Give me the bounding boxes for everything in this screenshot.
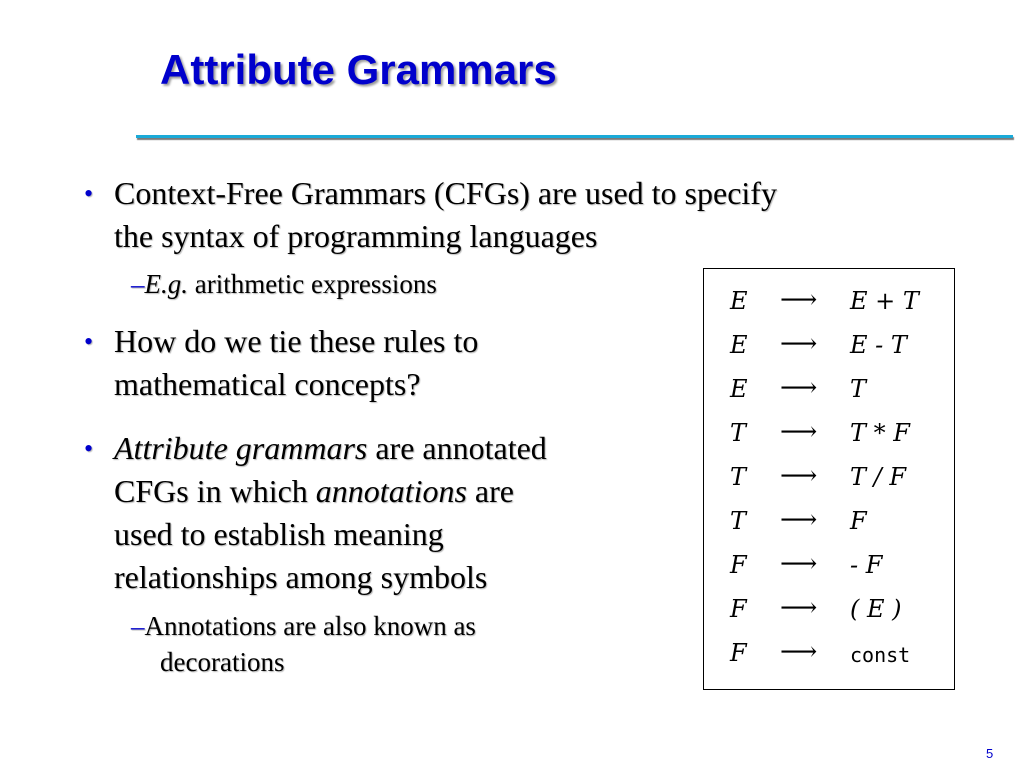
rule-rhs: F	[850, 507, 867, 535]
bullet-text-line: Context-Free Grammars (CFGs) are used to specify	[114, 175, 777, 211]
bullet-text: are annotated	[367, 430, 547, 466]
rule-lhs: T	[730, 507, 747, 535]
arrow-icon: ⟶	[780, 285, 818, 315]
rule-rhs: T * F	[850, 419, 910, 447]
bullet-text: are	[466, 473, 514, 509]
arrow-icon: ⟶	[780, 461, 818, 491]
sub-marker: –	[131, 611, 145, 641]
bullet-text-line: How do we tie these rules to	[114, 323, 479, 359]
arrow-icon: ⟶	[780, 417, 818, 447]
subbullet-decorations	[131, 608, 476, 680]
rule-lhs: T	[730, 463, 747, 491]
rule-lhs: E	[730, 375, 748, 403]
arrow-icon: ⟶	[780, 329, 818, 359]
grammar-rule	[704, 595, 956, 635]
grammar-rule	[704, 639, 956, 679]
grammar-rule	[704, 551, 956, 591]
sub-text: Annotations are also known as	[144, 611, 476, 641]
bullet-marker: •	[84, 327, 94, 356]
arrow-icon: ⟶	[780, 549, 818, 579]
rule-rhs: ( E )	[850, 595, 902, 623]
arrow-icon: ⟶	[780, 637, 818, 667]
rule-rhs: const	[850, 643, 911, 667]
sub-marker: –	[131, 269, 145, 299]
grammar-rule	[704, 375, 956, 415]
grammar-rule	[704, 507, 956, 547]
rule-lhs: F	[730, 639, 747, 667]
bullet-marker: •	[84, 179, 94, 208]
grammar-rule	[704, 287, 956, 327]
grammar-rule	[704, 419, 956, 459]
bullet-italic: Attribute grammars	[114, 430, 368, 466]
rule-lhs: E	[730, 331, 748, 359]
arrow-icon: ⟶	[780, 505, 818, 535]
grammar-rule	[704, 331, 956, 371]
rule-lhs: T	[730, 419, 747, 447]
bullet-text-line: mathematical concepts?	[114, 366, 421, 402]
rule-rhs: E - T	[850, 331, 907, 359]
bullet-text-line: used to establish meaning	[114, 516, 444, 552]
bullet-text-line: the syntax of programming languages	[114, 218, 598, 254]
sub-italic: E.g.	[144, 269, 188, 299]
rule-lhs: F	[730, 551, 747, 579]
grammar-rule	[704, 463, 956, 503]
rule-rhs: T	[850, 375, 867, 403]
bullet-italic: annotations	[315, 473, 467, 509]
arrow-icon: ⟶	[780, 593, 818, 623]
bullet-text-line: relationships among symbols	[114, 559, 488, 595]
title-divider	[136, 135, 1013, 138]
subbullet-eg	[131, 266, 437, 302]
rule-lhs: F	[730, 595, 747, 623]
rule-rhs: E + T	[850, 287, 919, 315]
bullet-text: CFGs in which	[114, 473, 316, 509]
page-number: 5	[986, 746, 994, 761]
sub-text-line: decorations	[160, 647, 285, 677]
rule-rhs: T / F	[850, 463, 907, 491]
sub-text: arithmetic expressions	[188, 269, 437, 299]
bullet-marker: •	[84, 434, 94, 463]
arrow-icon: ⟶	[780, 373, 818, 403]
grammar-rules-box	[703, 268, 955, 690]
rule-rhs: - F	[850, 551, 883, 579]
rule-lhs: E	[730, 287, 748, 315]
slide-title: Attribute Grammars	[160, 46, 557, 93]
